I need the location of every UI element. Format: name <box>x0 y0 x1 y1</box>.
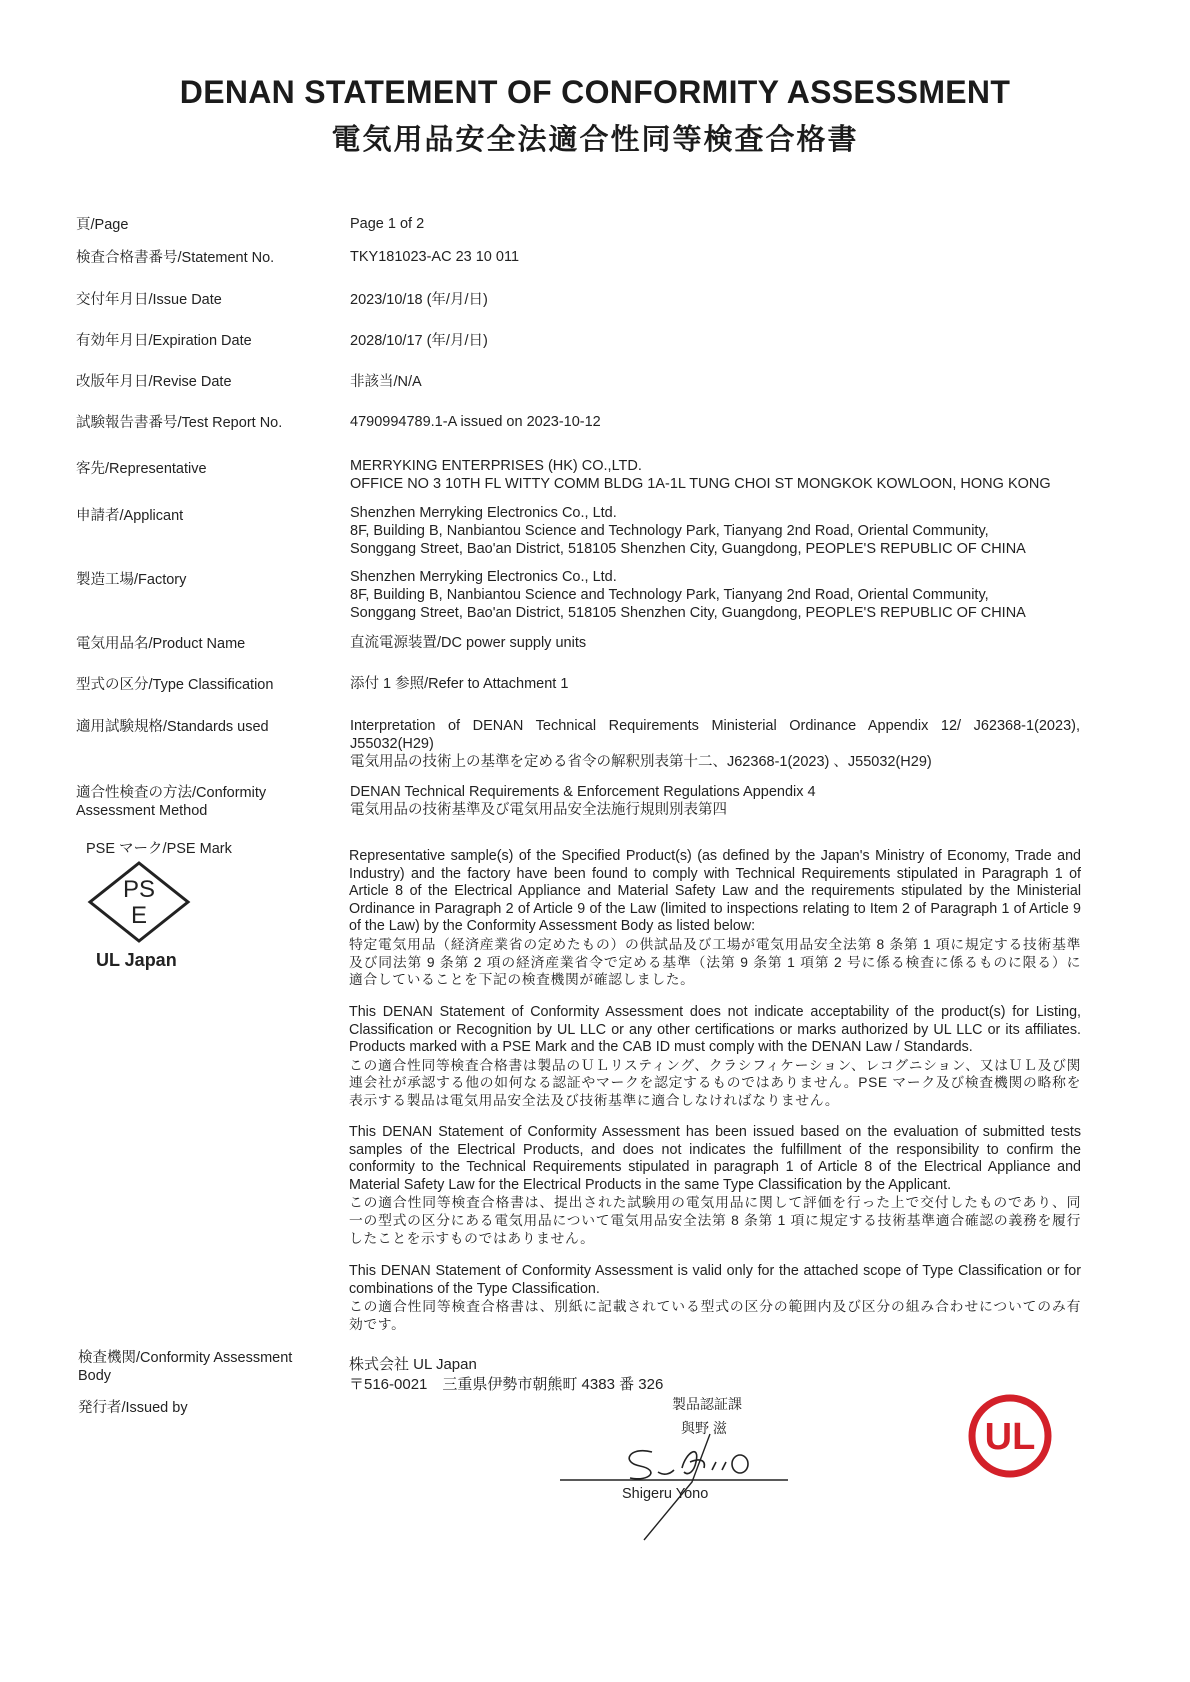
paragraph-1-ja: 特定電気用品（経済産業省の定めたもの）の供試品及び工場が電気用品安全法第 8 条第 1 項に規定する技術基準及び同法第 9 条第 2 項の経済産業省令で定める基準（法第 9 条第 1 項第 2 号に係る検査に係るものに限る）に適合していることを下記の検査機関が確認しました。 <box>349 936 1081 988</box>
pse-body-name: UL Japan <box>96 950 177 970</box>
label-test-report-no: 試験報告書番号/Test Report No. <box>76 415 283 431</box>
value-expiration-date: 2028/10/17 (年/月/日) <box>350 333 488 349</box>
applicant-address-2: Songgang Street, Bao'an District, 518105 Shenzhen City, Guangdong, PEOPLE'S REPUBLIC OF CHINA <box>350 541 1026 557</box>
issuer-department: 製品認証課 <box>672 1396 742 1412</box>
pse-mark-text-bottom: E <box>130 902 148 929</box>
value-test-report-no: 4790994789.1-A issued on 2023-10-12 <box>350 414 601 430</box>
representative-name: MERRYKING ENTERPRISES (HK) CO.,LTD. <box>350 458 642 474</box>
representative-address: OFFICE NO 3 10TH FL WITTY COMM BLDG 1A-1L TUNG CHOI ST MONGKOK KOWLOON, HONG KONG <box>350 476 1051 492</box>
label-issued-by: 発行者/Issued by <box>78 1400 188 1416</box>
issuer-name: 株式会社 UL Japan <box>349 1356 477 1373</box>
paragraph-4-ja: この適合性同等検査合格書は、別紙に記載されている型式の区分の範囲内及び区分の組み合わせについてのみ有効です。 <box>349 1299 1081 1332</box>
value-standards-used <box>350 717 1080 771</box>
label-statement-no: 検査合格書番号/Statement No. <box>76 250 275 266</box>
label-applicant: 申請者/Applicant <box>76 508 184 524</box>
value-type-classification: 添付 1 参照/Refer to Attachment 1 <box>350 676 569 692</box>
label-page: 頁/Page <box>76 217 129 233</box>
standards-line-2: J55032(H29) <box>350 736 434 752</box>
pse-mark-text-top: PS <box>122 876 156 903</box>
standards-line-3: 電気用品の技術上の基準を定める省令の解釈別表第十二、J62368-1(2023) 、J55032(H29) <box>350 754 932 770</box>
label-representative: 客先/Representative <box>76 461 207 477</box>
paragraph-2-ja: この適合性同等検査合格書は製品のＵＬリスティング、クラシフィケーション、レコグニション、又はＵＬ及び関連会社が承認する他の如何なる認証やマークを認定するものではありません。PSE マーク及び検査機関の略称を表示する製品は電気用品安全法及び技術基準に適合しなければなりません。 <box>349 1057 1081 1108</box>
applicant-name: Shenzhen Merryking Electronics Co., Ltd. <box>350 505 617 521</box>
paragraph-4-en: This DENAN Statement of Conformity Assessment is valid only for the attached scope of Type Classification or for combinations of the Type Classification. <box>349 1263 1081 1297</box>
value-representative <box>350 457 1080 493</box>
label-issue-date: 交付年月日/Issue Date <box>76 292 222 308</box>
value-statement-no: TKY181023-AC 23 10 011 <box>350 249 520 265</box>
value-page: Page 1 of 2 <box>350 216 425 232</box>
method-line-1: DENAN Technical Requirements & Enforcement Regulations Appendix 4 <box>350 784 816 800</box>
issuer-address: 〒516-0021 三重県伊勢市朝熊町 4383 番 326 <box>349 1376 664 1393</box>
applicant-address-1: 8F, Building B, Nanbiantou Science and Technology Park, Tianyang 2nd Road, Oriental Community, <box>350 523 989 539</box>
factory-address-1: 8F, Building B, Nanbiantou Science and Technology Park, Tianyang 2nd Road, Oriental Community, <box>350 587 989 603</box>
label-type-classification: 型式の区分/Type Classification <box>76 677 274 693</box>
label-revise-date: 改版年月日/Revise Date <box>76 374 232 390</box>
paragraph-2-en: This DENAN Statement of Conformity Assessment does not indicate acceptability of the product(s) for Listing, Classification or Recognition by UL LLC or any other certifications or marks authorized by UL LLC or its affiliates. Products marked with a PSE Mark and the CAB ID must comply with the DENAN Law / Standards. <box>349 1004 1081 1056</box>
paragraph-3-ja: この適合性同等検査合格書は、提出された試験用の電気用品に関して評価を行った上で交付したものであり、同一の型式の区分にある電気用品について電気用品安全法第 8 条第 1 項に規定する技術基準適合確認の義務を履行したことを示すものではありません。 <box>349 1195 1081 1246</box>
value-issue-date: 2023/10/18 (年/月/日) <box>350 292 488 308</box>
label-standards-used: 適用試験規格/Standards used <box>76 719 269 735</box>
ul-logo-text: UL <box>984 1416 1036 1458</box>
signer-name-en: Shigeru Yono <box>622 1486 709 1502</box>
method-line-2: 電気用品の技術基準及び電気用品安全法施行規則別表第四 <box>350 802 727 818</box>
paragraph-1-en: Representative sample(s) of the Specified Product(s) (as defined by the Japan's Ministry of Economy, Trade and Industry) and the factory have been found to comply with Technical Requirements stipulated in Paragraph 1 of Article 8 of the Electrical Appliance and Material Safety Law and the requirements stipulated by the Ministerial Ordinance in Paragraph 2 of Article 9 of the Law (limited to inspections relating to Item 2 of Paragraph 1 of Article 9 of the Law) by the Conformity Assessment Body as listed below: <box>349 848 1081 935</box>
label-conformity-body: 検査機関/Conformity Assessment Body <box>78 1350 293 1384</box>
issuer-block <box>349 1355 663 1395</box>
label-expiration-date: 有効年月日/Expiration Date <box>76 333 252 349</box>
paragraph-3 <box>349 1124 1081 1247</box>
label-conformity-method: 適合性検査の方法/Conformity Assessment Method <box>76 785 267 819</box>
value-revise-date: 非該当/N/A <box>350 374 422 390</box>
document-title-ja: 電気用品安全法適合性同等検査合格書 <box>331 122 859 156</box>
pse-mark-icon <box>86 860 192 944</box>
label-factory: 製造工場/Factory <box>76 572 187 588</box>
standards-line-1: Interpretation of DENAN Technical Requirements Ministerial Ordinance Appendix 12/ J62368-1(2023), <box>350 718 1080 734</box>
signer-name-ja: 與野 滋 <box>681 1420 727 1436</box>
paragraph-1 <box>349 848 1081 989</box>
paragraph-2 <box>349 1004 1081 1110</box>
value-product-name: 直流電源装置/DC power supply units <box>350 635 587 651</box>
ul-logo-icon <box>968 1394 1052 1478</box>
paragraph-3-en: This DENAN Statement of Conformity Assessment has been issued based on the evaluation of submitted tests samples of the Electrical Products, and does not indicates the fulfillment of the responsibility to confirm the conformity to the Technical Requirements stipulated in paragraph 1 of Article 8 of the Electrical Appliance and Material Safety Law for the Electrical Products in the same Type Classification by the Applicant. <box>349 1124 1081 1193</box>
factory-name: Shenzhen Merryking Electronics Co., Ltd. <box>350 569 617 585</box>
value-conformity-method <box>350 783 1080 819</box>
value-applicant <box>350 504 1080 558</box>
value-factory <box>350 568 1080 622</box>
paragraph-4 <box>349 1263 1081 1333</box>
label-product-name: 電気用品名/Product Name <box>76 636 246 652</box>
label-pse-mark: PSE マーク/PSE Mark <box>86 841 232 857</box>
document-title-en: DENAN STATEMENT OF CONFORMITY ASSESSMENT <box>179 74 1011 110</box>
factory-address-2: Songgang Street, Bao'an District, 518105 Shenzhen City, Guangdong, PEOPLE'S REPUBLIC OF CHINA <box>350 605 1026 621</box>
